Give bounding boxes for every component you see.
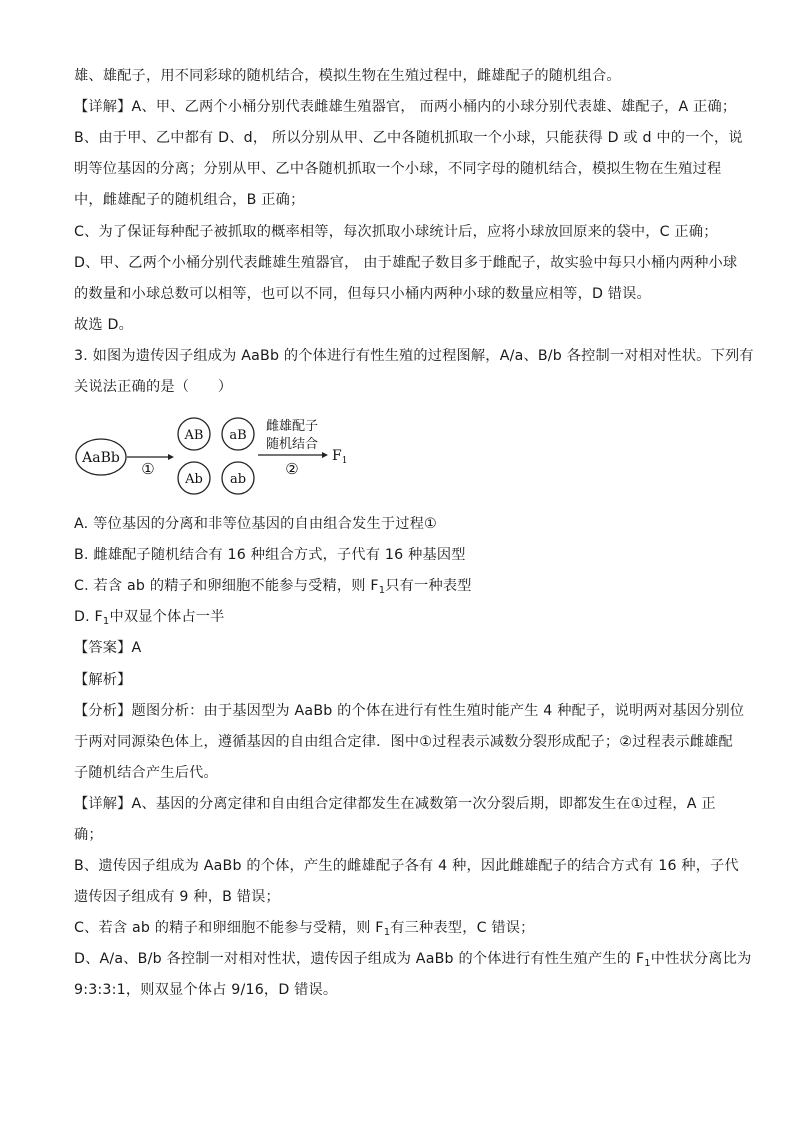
text-line: 【详解】A、甲、乙两个小桶分别代表雌雄生殖器官， 而两小桶内的小球分别代表雄、雄配子，A 正确； (74, 99, 737, 115)
answer-line: 【答案】A (74, 640, 142, 656)
gamete-label: AB (184, 428, 204, 443)
combine-label-line1: 雌雄配子 (265, 419, 319, 434)
option-a: A. 等位基因的分离和非等位基因的自由组合发生于过程① (74, 516, 437, 532)
text-line: 故选 D。 (74, 317, 133, 333)
text-line: D、甲、乙两个小桶分别代表雌雄生殖器官， 由于雄配子数目多于雌配子，故实验中每只小桶内两种小球 (74, 255, 738, 271)
gamete-label: Ab (185, 472, 203, 487)
gamete-diagram (72, 410, 372, 500)
offspring-label: $F_1$ (332, 448, 348, 466)
step-1-label: ① (141, 460, 155, 478)
text-line: B、由于甲、乙中都有 D、d， 所以分别从甲、乙中各随机抓取一个小球，只能获得 D 或 d 中的一个，说 (74, 130, 743, 146)
text-line: 9:3:3:1，则双显个体占 9/16，D 错误。 (74, 982, 338, 998)
text-line: C、为了保证每种配子被抓取的概率相等，每次抓取小球统计后，应将小球放回原来的袋中，C 正确； (74, 224, 718, 240)
text-line: 雄、雄配子，用不同彩球的随机结合，模拟生物在生殖过程中，雌雄配子的随机组合。 (74, 68, 621, 84)
text-line: 【详解】A、基因的分离定律和自由组合定律都发生在减数第一次分裂后期，即都发生在①过程，A 正 (74, 796, 716, 812)
text-line: 子随机结合产生后代。 (74, 765, 218, 781)
text-line: C、若含 ab 的精子和卵细胞不能参与受精，则 $F_1$有三种表型，C 错误； (74, 920, 535, 938)
question-stem: 3. 如图为遗传因子组成为 AaBb 的个体进行有性生殖的过程图解，A/a、B/b 各控制一对相对性状。下列有 (74, 348, 754, 364)
text-line: 确； (74, 827, 103, 843)
text-line: 【分析】题图分析：由于基因型为 AaBb 的个体在进行有性生殖时能产生 4 种配子，说明两对基因分别位 (74, 703, 745, 719)
analysis-title: 【解析】 (74, 672, 132, 688)
option-d: D. $F_1$中双显个体占一半 (74, 609, 225, 627)
step-2-label: ② (285, 460, 299, 478)
question-stem: 关说法正确的是（ ） (74, 379, 233, 395)
arrow-2-head (322, 452, 328, 458)
parent-label: AaBb (82, 450, 120, 466)
arrow-1-head (168, 454, 174, 460)
gamete-label: ab (229, 472, 247, 487)
text-line: 的数量和小球总数可以相等，也可以不同，但每只小桶内两种小球的数量应相等，D 错误。 (74, 286, 651, 302)
text-line: B、遗传因子组成为 AaBb 的个体，产生的雌雄配子各有 4 种，因此雌雄配子的结合方式有 16 种，子代 (74, 858, 739, 874)
option-c: C. 若含 ab 的精子和卵细胞不能参与受精，则 $F_1$只有一种表型 (74, 578, 472, 596)
text-line: 于两对同源染色体上，遵循基因的自由组合定律．图中①过程表示减数分裂形成配子；②过程表示雌雄配 (74, 734, 733, 750)
text-line: D、A/a、B/b 各控制一对相对性状，遗传因子组成为 AaBb 的个体进行有性生殖产生的 $F_1$中性状分离比为 (74, 951, 752, 969)
gamete-label: aB (229, 428, 247, 443)
combine-label-line2: 随机结合 (265, 437, 319, 452)
text-line: 中，雌雄配子的随机组合，B 正确； (74, 192, 305, 208)
text-line: 明等位基因的分离；分别从甲、乙中各随机抓取一个小球，不同字母的随机结合，模拟生物在生殖过程 (74, 161, 722, 177)
option-b: B. 雌雄配子随机结合有 16 种组合方式，子代有 16 种基因型 (74, 547, 466, 563)
text-line: 遗传因子组成有 9 种，B 错误； (74, 889, 280, 905)
